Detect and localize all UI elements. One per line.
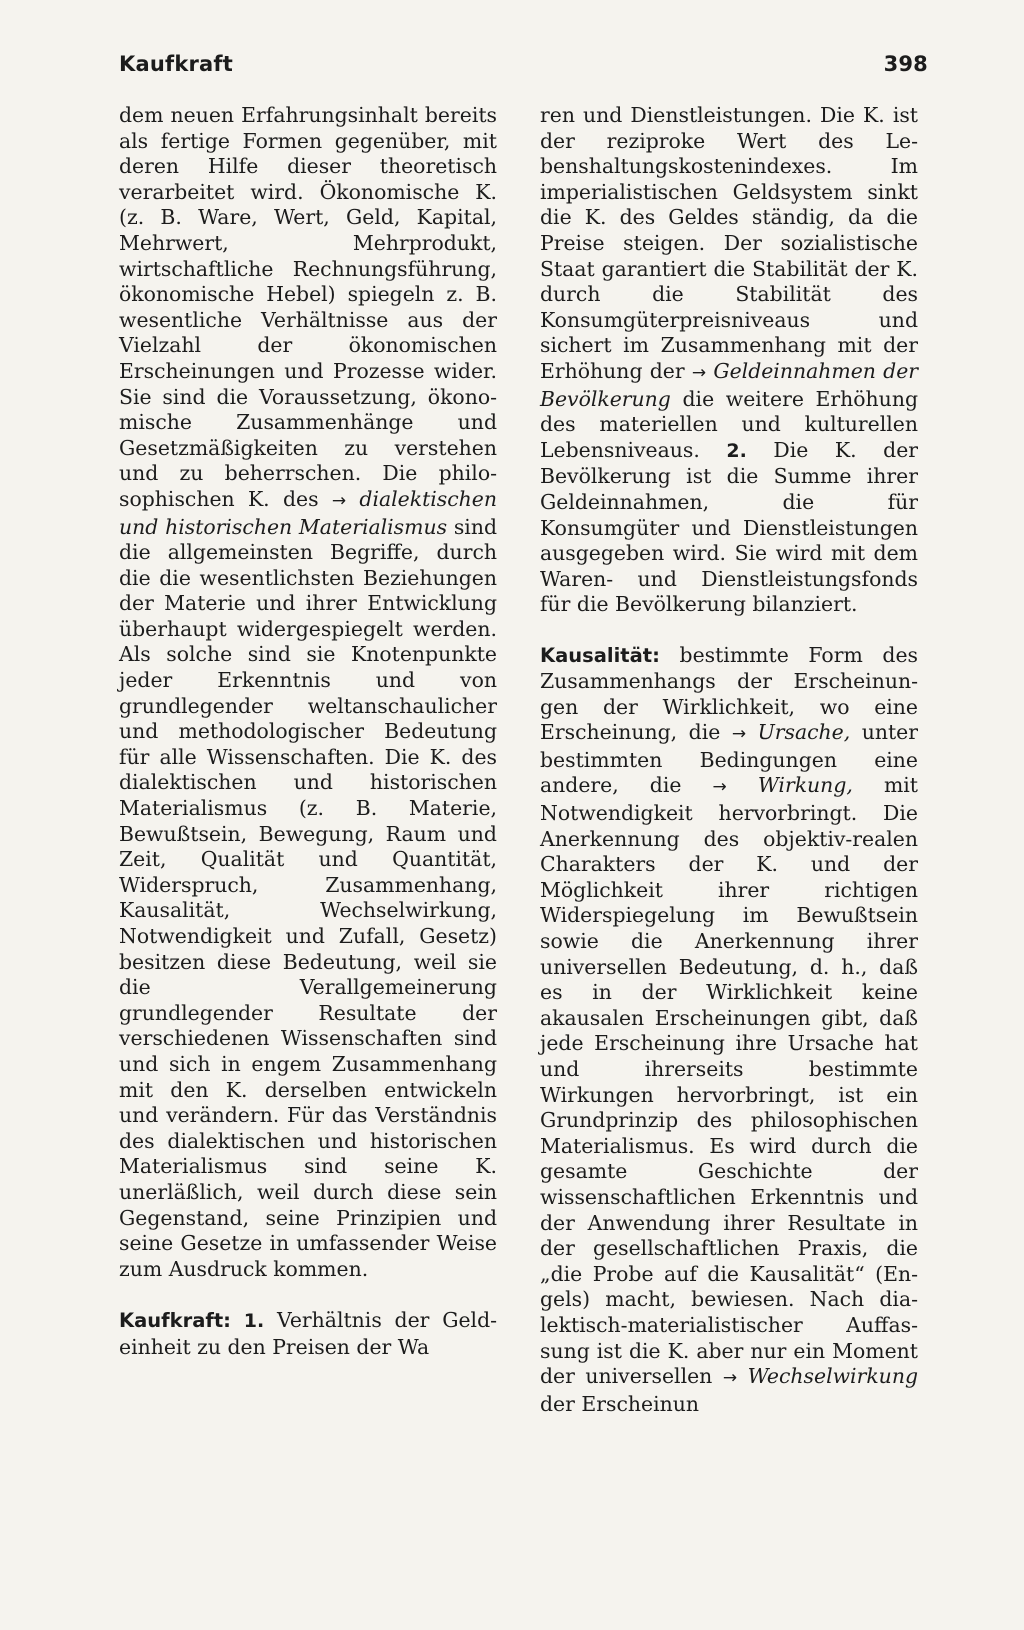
cross-reference-arrow-icon: → bbox=[331, 490, 347, 511]
entry-kategorie-continuation bbox=[119, 103, 497, 1282]
left-column bbox=[119, 103, 497, 1360]
running-head: Kaufkraft bbox=[119, 52, 233, 76]
right-column bbox=[540, 103, 918, 1417]
cross-reference-arrow-icon: → bbox=[731, 724, 747, 745]
entry-text: die weitere Erhöhung des materiellen und kulturellen Lebensniveaus. bbox=[540, 386, 919, 462]
entry-kaufkraft-continuation bbox=[540, 103, 918, 618]
sense-number: 2. bbox=[726, 439, 747, 462]
entry-kausalitaet bbox=[540, 643, 918, 1417]
cross-reference-dialektischer-materialismus[interactable]: dialektischen und historischen Materialismus bbox=[119, 486, 497, 539]
cross-reference-wirkung[interactable]: Wirkung, bbox=[757, 773, 853, 798]
page-number: 398 bbox=[883, 52, 928, 76]
entry-text: dem neuen Erfahrungsinhalt bereits als fertige Formen gegenüber, mit deren Hilfe dieser theoretisch verarbeitet wird. Ökonomische K. (z. B. Ware, Wert, Geld, Kapital, Mehrwert, Mehrprodukt, wirtschaftliche Rechnungsführung, ökonomische Hebel) spiegeln z. B. wesentliche Verhältnisse aus der Vielzahl der ökonomischen Erscheinungen und Prozesse wider. Sie sind die Voraussetzung, ökonomische Zusammenhänge und Gesetzmäßigkeiten zu verstehen und zu beherrschen. Die philosophischen K. des bbox=[119, 103, 497, 511]
cross-reference-geldeinnahmen[interactable]: Geldeinnahmen der Bevölkerung bbox=[540, 358, 919, 411]
entry-text: ren und Dienstleistungen. Die K. ist der reziproke Wert des Lebenshaltungskostenindexes. Im imperialistischen Geldsystem sinkt die K. des Geldes ständig, da die Preise steigen. Der sozialistische Staat garantiert die Stabilität der K. durch die Stabilität des Konsumgüterpreisniveaus und sichert im Zusammenhang mit der Erhöhung der bbox=[540, 103, 918, 383]
entry-term: Kausalität: bbox=[540, 644, 660, 668]
cross-reference-arrow-icon: → bbox=[712, 777, 727, 798]
entry-kaufkraft bbox=[119, 1308, 497, 1360]
entry-text: unter bestimmten Bedingungen eine andere, die bbox=[540, 720, 918, 798]
entry-text: mit Notwendigkeit hervorbringt. Die Anerkennung des objektiv-realen Charakters der K. und der Möglichkeit ihrer richtigen Widerspiegelung im Bewußtsein sowie die Anerkennung ihrer universellen Bedeutung, d. h., daß es in der Wirklichkeit keine akausalen Erscheinungen gibt, daß jede Erscheinung ihre Ursache hat und ihrerseits bestimmte Wirkungen hervorbringt, ist ein Grundprinzip des philosophischen Materialismus. Es wird durch die gesamte Geschichte der wissenschaftlichen Erkenntnis und der Anwendung ihrer Resultate in der gesellschaftlichen Praxis, die „die Probe auf die Kausalität“ (Engels) macht, bewiesen. Nach dialektisch-materialistischer Auffassung ist die K. aber nur ein Moment der universellen bbox=[540, 773, 918, 1389]
entry-text: bestimmte Form des Zusammenhangs der Erscheinungen der Wirklichkeit, wo eine Erscheinung, die bbox=[540, 643, 919, 745]
entry-text: sind die allgemeinsten Begriffe, durch die die wesentlichsten Beziehungen der Materie und ihrer Entwicklung überhaupt widergespiegelt werden. Als solche sind sie Knotenpunkte jeder Erkenntnis und von grundlegender weltanschaulicher und methodologischer Bedeutung für alle Wissenschaften. Die K. des dialektischen und historischen Materialismus (z. B. Materie, Bewußtsein, Bewegung, Raum und Zeit, Qualität und Quantität, Widerspruch, Zusammenhang, Kausalität, Wechselwirkung, Notwendigkeit und Zufall, Gesetz) besitzen diese Bedeutung, weil sie die Verallgemeinerung grundlegender Resultate der verschiedenen Wissenschaften sind und sich in engem Zusammenhang mit den K. derselben entwickeln und verändern. Für das Verständnis des dialektischen und historischen Materialismus sind seine K. unerläßlich, weil durch diese sein Gegenstand, seine Prinzipien und seine Gesetze in umfassender Weise zum Ausdruck kommen. bbox=[119, 514, 498, 1281]
cross-reference-arrow-icon: → bbox=[691, 362, 707, 383]
entry-text: der Erscheinun bbox=[540, 1391, 699, 1416]
sense-number: 1. bbox=[243, 1309, 265, 1332]
cross-reference-arrow-icon: → bbox=[722, 1368, 738, 1389]
cross-reference-ursache[interactable]: Ursache, bbox=[757, 720, 851, 745]
cross-reference-wechselwirkung[interactable]: Wechselwirkung bbox=[747, 1364, 919, 1389]
entry-text: Verhältnis der Geldeinheit zu den Preisen der Wa bbox=[119, 1307, 498, 1359]
entry-term: Kaufkraft: bbox=[119, 1308, 231, 1332]
entry-text: Die K. der Bevölkerung ist die Summe ihrer Geldeinnahmen, die für Konsumgüter und Dienstleistungen ausgegeben wird. Sie wird mit dem Waren- und Dienstleistungsfonds für die Bevölkerung bilanziert. bbox=[540, 437, 919, 617]
